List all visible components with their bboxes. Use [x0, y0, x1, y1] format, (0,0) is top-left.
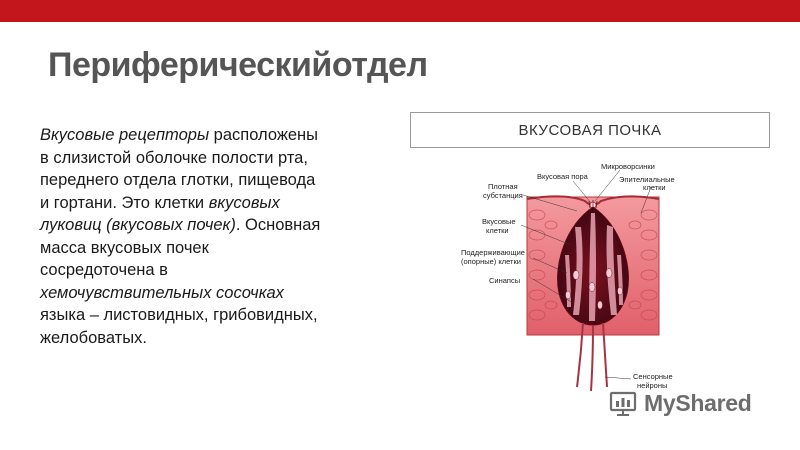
text-line: переднего отдела глотки, пищевода [40, 171, 316, 189]
label-support-2: (опорные) клетки [461, 257, 521, 266]
text-run: расположены [209, 126, 319, 144]
italic-term: вкусовых [208, 193, 280, 212]
text-line: масса вкусовых почек [40, 238, 209, 257]
figure-header-title: ВКУСОВАЯ ПОЧКА [518, 121, 662, 139]
myshared-logo-icon [608, 389, 638, 417]
label-microvilli: Микроворсинки [601, 162, 655, 171]
label-taste-cells-2: клетки [486, 226, 509, 235]
label-taste-cells-1: Вкусовые [482, 217, 516, 226]
label-epithelial-2: клетки [643, 183, 666, 192]
text-run: и гортани. Это клетки [40, 193, 209, 212]
text-line [40, 192, 390, 215]
label-synapses: Синапсы [489, 276, 521, 285]
text-line: сосредоточена в [40, 261, 168, 279]
top-accent-bar [0, 0, 800, 22]
italic-term: луковиц (вкусовых почек) [40, 216, 236, 234]
label-support-1: Поддерживающие [461, 248, 525, 257]
label-sensory-1: Сенсорные [633, 372, 673, 381]
label-epithelial-1: Эпителиальные [619, 175, 675, 184]
label-dense-1: Плотная [488, 182, 518, 191]
italic-term: Вкусовые рецепторы [40, 126, 210, 144]
label-sensory-2: нейроны [637, 381, 668, 390]
label-dense-2: субстанция [483, 191, 523, 200]
text-run: . Основная [235, 216, 321, 234]
body-paragraph [40, 124, 390, 349]
figure-header-box [410, 112, 770, 148]
text-line [40, 282, 390, 305]
text-line: языка – листовидных, грибовидных, [40, 306, 318, 324]
text-line [40, 214, 390, 237]
watermark-text: MyShared [644, 389, 752, 416]
label-taste-pore: Вкусовая пора [537, 172, 588, 181]
text-line: в слизистой оболочке полости рта, [40, 148, 308, 167]
taste-bud-diagram [455, 155, 695, 395]
myshared-watermark [608, 388, 752, 418]
text-line: желобоватых. [40, 328, 147, 347]
text-line [40, 124, 390, 147]
slide-title: Периферическийотдел [48, 46, 428, 84]
italic-term: хемочувствительных сосочках [40, 283, 284, 302]
